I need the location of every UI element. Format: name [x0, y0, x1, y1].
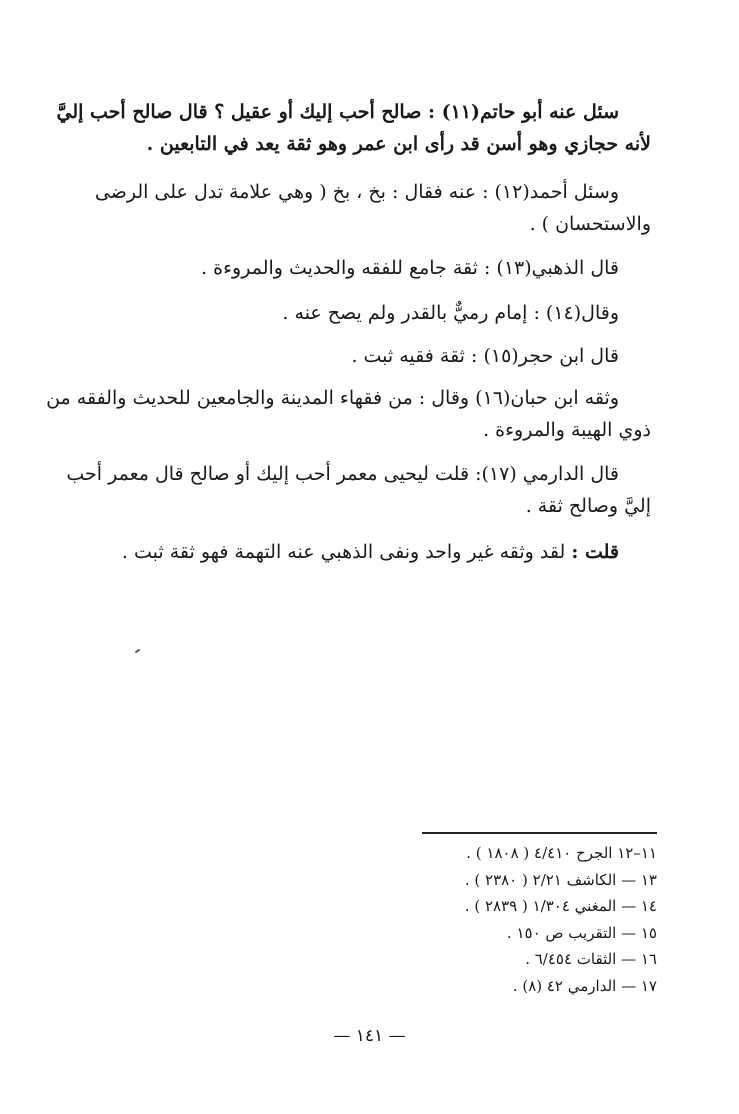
paragraph-darimi	[66, 458, 651, 522]
author-lead-word: قلت :	[571, 541, 619, 563]
paragraph-line: قال ابن حجر(١٥) : ثقة فقيه ثبت .	[351, 345, 619, 367]
footnote-item: ١٥ — التقريب ص ١٥٠ .	[506, 923, 657, 942]
paragraph-line: والاستحسان ) .	[529, 213, 651, 235]
footnote-separator	[422, 832, 657, 834]
paragraph-ibn-hibban	[46, 382, 651, 446]
paragraph-author-note	[91, 536, 651, 568]
paragraph-ahmad	[91, 176, 651, 240]
footnote-item: ١٣ — الكاشف ٢/٢١ ( ٢٣٨٠ ) .	[464, 870, 657, 889]
stray-ink-mark	[135, 649, 140, 654]
footnote-item: ١٧ — الدارمي ٤٢ (٨) .	[512, 976, 657, 995]
paragraph-dhahabi-2	[91, 297, 651, 329]
paragraph-line: ذوي الهيبة والمروءة .	[483, 419, 651, 441]
paragraph-line: قال الدارمي (١٧): قلت ليحيى معمر أحب إليك أو صالح قال معمر أحب	[66, 463, 619, 485]
paragraph-line: وثقه ابن حبان(١٦) وقال : من فقهاء المدينة والجامعين للحديث والفقه من	[46, 387, 619, 409]
paragraph-line: وسئل أحمد(١٢) : عنه فقال : بخ ، بخ ( وهي علامة تدل على الرضى	[94, 181, 619, 203]
paragraph-line: سئل عنه أبو حاتم(١١) : صالح أحب إليك أو عقيل ؟ قال صالح أحب إليَّ	[56, 101, 619, 123]
author-note-text: لقد وثقه غير واحد ونفى الذهبي عنه التهمة فهو ثقة ثبت .	[121, 541, 572, 563]
paragraph-dhahabi	[91, 252, 651, 284]
paragraph-line: لأنه حجازي وهو أسن قد رأى ابن عمر وهو ثقة يعد في التابعين .	[146, 133, 651, 155]
footnotes	[337, 840, 657, 999]
page-number: — ١٤١ —	[333, 1026, 406, 1046]
footnote-item: ١٤ — المغني ١/٣٠٤ ( ٢٨٣٩ ) .	[464, 897, 657, 915]
paragraph-line: قال الذهبي(١٣) : ثقة جامع للفقه والحديث والمروءة .	[201, 257, 619, 279]
paragraph-ibn-hajar	[91, 340, 651, 372]
paragraph-line: إليَّ وصالح ثقة .	[525, 495, 651, 517]
footnote-item: ١٦ — الثقات ٦/٤٥٤ .	[525, 950, 657, 968]
footnote-item: ١١–١٢ الجرح ٤/٤١٠ ( ١٨٠٨ ) .	[466, 844, 657, 862]
paragraph-abu-hatim	[56, 96, 651, 160]
paragraph-line	[91, 536, 651, 568]
paragraph-line: وقال(١٤) : إمام رميٌّ بالقدر ولم يصح عنه .	[282, 302, 619, 324]
